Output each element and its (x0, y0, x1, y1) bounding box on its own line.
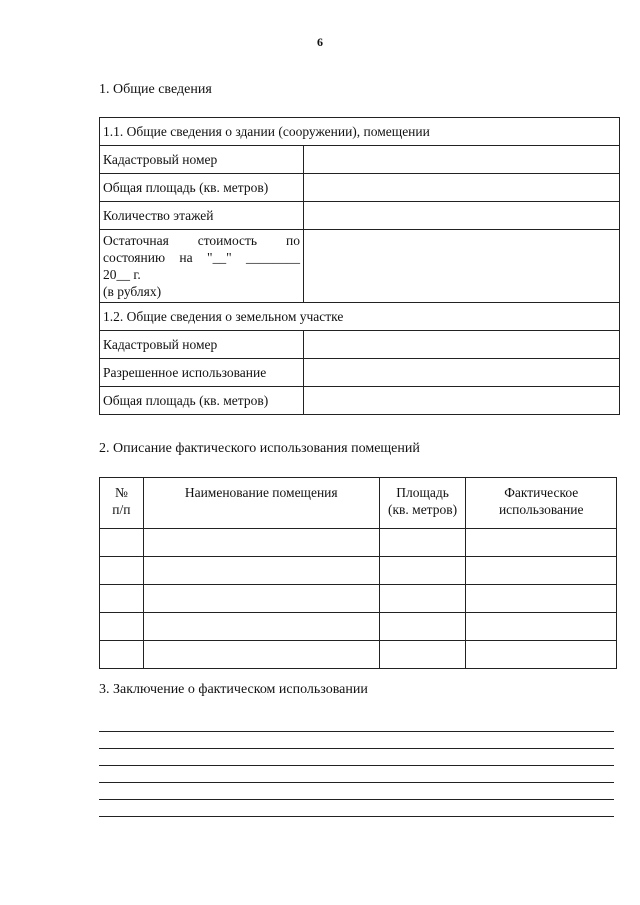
land-area-field[interactable] (304, 387, 620, 415)
land-use-field[interactable] (304, 359, 620, 387)
building-area-label: Общая площадь (кв. метров) (100, 174, 304, 202)
table-cell[interactable] (143, 641, 379, 669)
building-cadastral-label: Кадастровый номер (100, 146, 304, 174)
col-area-line-1: Площадь (396, 485, 449, 500)
table-cell[interactable] (466, 585, 617, 613)
col-name-header: Наименование помещения (143, 478, 379, 529)
building-area-field[interactable] (304, 174, 620, 202)
land-area-label: Общая площадь (кв. метров) (100, 387, 304, 415)
building-floors-field[interactable] (304, 202, 620, 230)
rooms-table (99, 477, 617, 669)
residual-cost-line-1: Остаточная стоимость по (103, 233, 300, 248)
land-cadastral-label: Кадастровый номер (100, 331, 304, 359)
table-row (100, 641, 617, 669)
table-cell[interactable] (466, 613, 617, 641)
general-info-table (99, 117, 620, 415)
section-2-title: 2. Описание фактического использования помещений (99, 441, 420, 456)
land-heading: 1.2. Общие сведения о земельном участке (100, 303, 620, 331)
table-cell[interactable] (143, 613, 379, 641)
conclusion-line[interactable] (99, 799, 614, 800)
land-use-label: Разрешенное использование (100, 359, 304, 387)
conclusion-line[interactable] (99, 731, 614, 732)
table-cell[interactable] (379, 557, 466, 585)
table-cell[interactable] (100, 641, 144, 669)
residual-cost-field[interactable] (304, 230, 620, 303)
col-area-line-2: (кв. метров) (387, 502, 458, 517)
table-cell[interactable] (100, 613, 144, 641)
section-3-title: 3. Заключение о фактическом использовании (99, 682, 368, 697)
table-cell[interactable] (100, 585, 144, 613)
building-heading: 1.1. Общие сведения о здании (сооружении), помещении (100, 118, 620, 146)
table-cell[interactable] (379, 585, 466, 613)
conclusion-line[interactable] (99, 748, 614, 749)
table-cell[interactable] (466, 529, 617, 557)
building-floors-label: Количество этажей (100, 202, 304, 230)
table-row (100, 557, 617, 585)
building-cadastral-field[interactable] (304, 146, 620, 174)
rooms-table-header (100, 478, 617, 529)
table-cell[interactable] (143, 529, 379, 557)
table-cell[interactable] (100, 529, 144, 557)
col-number-line-1: № (114, 485, 128, 500)
section-1-title: 1. Общие сведения (99, 82, 212, 97)
table-row (100, 585, 617, 613)
page-number: 6 (317, 35, 323, 49)
residual-cost-line-2: состоянию на "__" ________ (103, 250, 300, 265)
conclusion-line[interactable] (99, 816, 614, 817)
table-row (100, 613, 617, 641)
residual-cost-line-3: 20__ г. (103, 267, 141, 282)
residual-cost-label (100, 230, 304, 303)
conclusion-line[interactable] (99, 782, 614, 783)
table-row (100, 529, 617, 557)
col-number-header (100, 478, 144, 529)
table-cell[interactable] (143, 557, 379, 585)
col-number-line-2: п/п (112, 502, 131, 517)
table-cell[interactable] (379, 613, 466, 641)
land-cadastral-field[interactable] (304, 331, 620, 359)
table-cell[interactable] (466, 641, 617, 669)
table-cell[interactable] (100, 557, 144, 585)
col-use-line-1: Фактическое (504, 485, 579, 500)
residual-cost-line-4: (в рублях) (103, 284, 162, 299)
col-area-header (379, 478, 466, 529)
table-cell[interactable] (466, 557, 617, 585)
table-cell[interactable] (379, 641, 466, 669)
table-cell[interactable] (143, 585, 379, 613)
table-cell[interactable] (379, 529, 466, 557)
conclusion-line[interactable] (99, 765, 614, 766)
col-use-line-2: использование (498, 502, 584, 517)
col-use-header (466, 478, 617, 529)
